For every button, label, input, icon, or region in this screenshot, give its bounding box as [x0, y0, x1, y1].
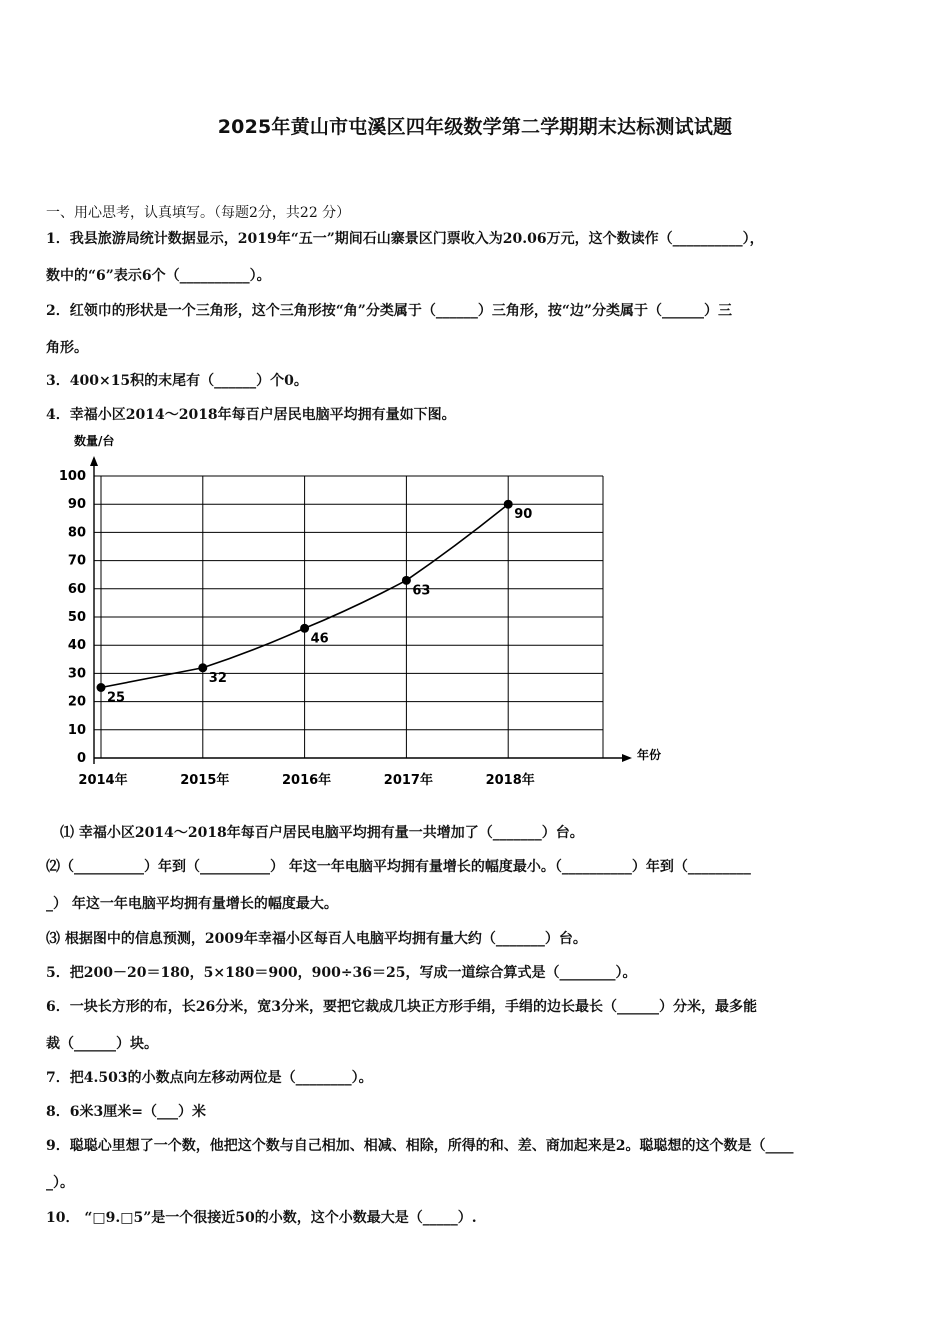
question-6-line-2: 裁（______）块。	[46, 1036, 158, 1052]
y-tick-label: 100	[58, 469, 86, 484]
data-point	[504, 500, 513, 509]
data-label: 90	[514, 507, 533, 523]
y-tick-label: 30	[67, 666, 86, 682]
x-axis-arrow	[622, 754, 632, 762]
x-tick-labels	[78, 772, 534, 788]
y-tick-label: 0	[76, 751, 86, 766]
question-5: 5．把200－20＝180，5×180＝900，900÷36＝25，写成一道综合算式是（________）。	[46, 965, 637, 981]
section-heading: 一、用心思考，认真填写。（每题2分，共22 分）	[46, 205, 351, 221]
question-9-line-2: _）。	[46, 1175, 74, 1191]
y-tick-label: 70	[67, 553, 86, 569]
question-4-sub-3: ⑶ 根据图中的信息预测，2009年幸福小区每百人电脑平均拥有量大约（_______）台。	[46, 931, 587, 947]
data-label: 63	[412, 583, 431, 599]
question-2-line-1: 2．红领巾的形状是一个三角形，这个三角形按“角”分类属于（______）三角形，按“边”分类属于（______）三	[46, 303, 732, 319]
y-tick-label: 60	[67, 581, 86, 597]
page-title: 2025年黄山市屯溪区四年级数学第二学期期末达标测试试题	[217, 116, 733, 138]
line-chart	[50, 428, 690, 798]
question-3: 3．400×15积的末尾有（______）个0。	[46, 373, 308, 389]
x-tick-label: 2018年	[485, 773, 535, 788]
y-tick-label: 90	[67, 497, 86, 513]
question-6-line-1: 6．一块长方形的布，长26分米，宽3分米，要把它裁成几块正方形手绢，手绢的边长最长（______）分米，最多能	[46, 999, 757, 1015]
y-tick-label: 20	[67, 694, 86, 710]
data-label: 25	[107, 690, 126, 706]
question-8: 8．6米3厘米=（___）米	[46, 1104, 206, 1120]
y-tick-label: 80	[67, 525, 86, 541]
y-tick-label: 10	[67, 722, 86, 738]
y-tick-label: 40	[67, 638, 86, 654]
question-9-line-1: 9．聪聪心里想了一个数，他把这个数与自己相加、相减、相除，所得的和、差、商加起来是2。聪聪想的这个数是（____	[46, 1138, 794, 1154]
data-point	[198, 663, 207, 672]
question-4-sub-2-line-2: _） 年这一年电脑平均拥有量增长的幅度最大。	[46, 896, 338, 912]
y-axis-label: 数量/台	[74, 434, 115, 448]
x-tick-label: 2016年	[282, 773, 332, 788]
x-axis-label: 年份	[637, 748, 662, 762]
chart-axes	[90, 456, 632, 764]
question-4: 4．幸福小区2014～2018年每百户居民电脑平均拥有量如下图。	[46, 407, 456, 423]
data-point	[402, 576, 411, 585]
data-point	[300, 624, 309, 633]
data-label: 46	[310, 631, 329, 647]
question-7: 7．把4.503的小数点向左移动两位是（________）。	[46, 1070, 373, 1086]
y-axis-arrow	[90, 456, 98, 466]
x-tick-label: 2014年	[78, 773, 128, 788]
question-2-line-2: 角形。	[46, 340, 88, 356]
data-label: 32	[208, 670, 227, 686]
data-point	[97, 683, 106, 692]
x-tick-label: 2015年	[180, 773, 230, 788]
question-1-line-1: 1．我县旅游局统计数据显示，2019年“五一”期间石山寨景区门票收入为20.06万元，这个数读作（__________），	[46, 231, 764, 247]
question-4-sub-2-line-1: ⑵（__________）年到（__________） 年这一年电脑平均拥有量增长的幅度最小。（__________）年到（_________	[46, 859, 751, 875]
question-4-sub-1: ⑴ 幸福小区2014～2018年每百户居民电脑平均拥有量一共增加了（_______）台。	[60, 825, 584, 841]
question-10: 10． “□9.□5”是一个很接近50的小数，这个小数最大是（_____）.	[46, 1210, 477, 1226]
data-labels	[107, 507, 532, 705]
x-tick-label: 2017年	[383, 773, 433, 788]
y-tick-label: 50	[67, 610, 86, 625]
y-tick-labels	[59, 469, 86, 766]
question-1-line-2: 数中的“6”表示6个（__________）。	[46, 268, 271, 284]
